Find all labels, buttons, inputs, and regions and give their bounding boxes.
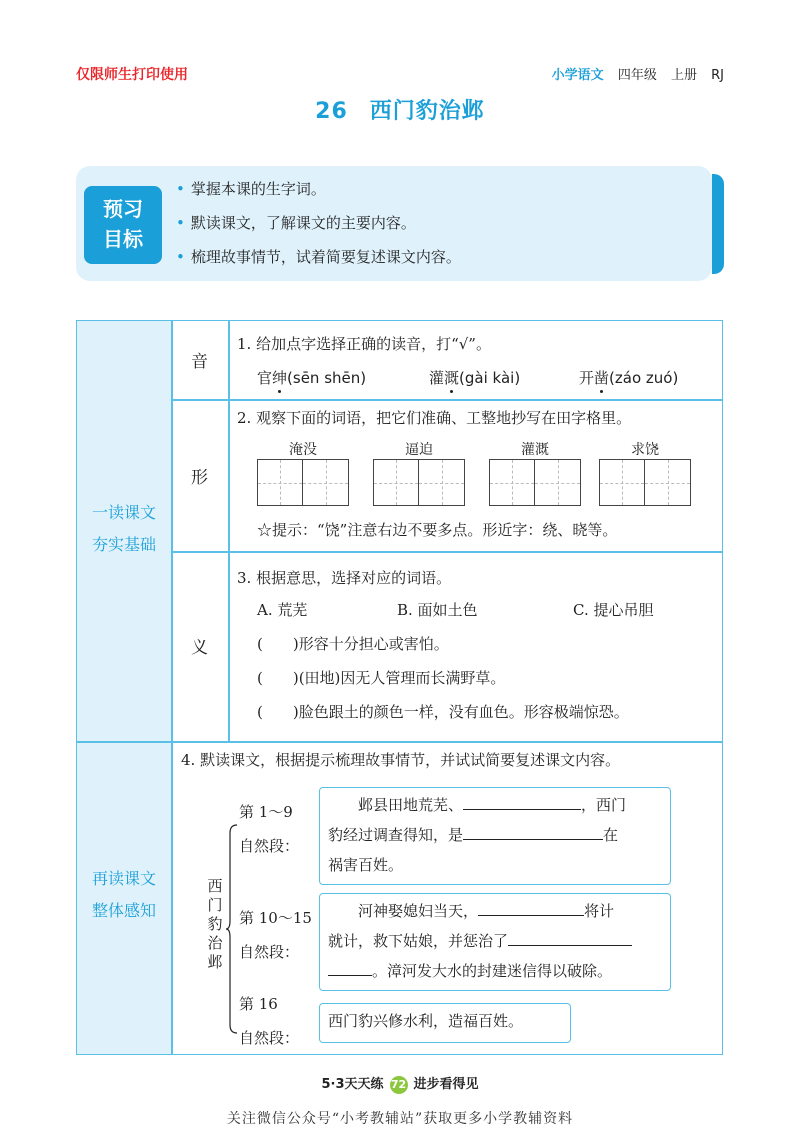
tianzi-grid[interactable] bbox=[599, 459, 691, 506]
question-2: 2. 观察下面的词语，把它们准确、工整地抄写在田字格里。 bbox=[237, 409, 632, 427]
blank[interactable] bbox=[478, 897, 584, 916]
part-1-box: 邺县田地荒芜、 ，西门 豹经过调查得知，是 在 祸害百姓。 bbox=[319, 787, 671, 885]
question-3: 3. 根据意思，选择对应的词语。 bbox=[237, 569, 452, 587]
bullet-icon: • bbox=[176, 248, 185, 266]
goals-badge-line1: 预习 bbox=[103, 197, 143, 221]
bottom-note: 关注微信公众号“小考教辅站”获取更多小学教辅资料 bbox=[226, 1111, 574, 1127]
section1-label: 一读课文 夯实基础 bbox=[77, 321, 171, 741]
goal-item: • 梳理故事情节，试着简要复述课文内容。 bbox=[176, 248, 461, 266]
footer bbox=[0, 1073, 800, 1094]
part-1-range: 第 1～9 自然段： bbox=[239, 803, 300, 855]
meaning-line[interactable]: ( )(田地)因无人管理而长满野草。 bbox=[257, 669, 506, 687]
blank[interactable] bbox=[463, 791, 581, 810]
goal-item: • 掌握本课的生字词。 bbox=[176, 180, 326, 198]
question-4: 4. 默读课文，根据提示梳理故事情节，并试试简要复述课文内容。 bbox=[181, 751, 621, 769]
meaning-line[interactable]: ( )形容十分担心或害怕。 bbox=[257, 635, 449, 653]
brace-icon bbox=[225, 821, 239, 1037]
tianzi-grid[interactable] bbox=[373, 459, 465, 506]
story-root: 西 门 豹 治 邺 bbox=[207, 877, 223, 971]
blank[interactable] bbox=[463, 821, 603, 840]
blank[interactable] bbox=[328, 957, 372, 976]
word-grid: 逼迫 bbox=[373, 439, 465, 506]
shape-label: 形 bbox=[191, 468, 208, 488]
tip: ☆提示：“饶”注意右边不要多点。形近字：绕、晓等。 bbox=[257, 521, 618, 539]
question-1: 1. 给加点字选择正确的读音，打“√”。 bbox=[237, 335, 491, 353]
pinyin-item: 开凿(záo zuó) bbox=[579, 369, 679, 387]
subject: 小学语文 bbox=[551, 68, 604, 83]
volume: 上册 bbox=[670, 68, 697, 83]
preview-goals bbox=[76, 166, 712, 281]
meaning-line[interactable]: ( )脸色跟土的颜色一样，没有血色。形容极端惊恐。 bbox=[257, 703, 629, 721]
blank[interactable] bbox=[508, 927, 632, 946]
word-grid: 求饶 bbox=[599, 439, 691, 506]
goals-badge bbox=[84, 186, 162, 264]
bullet-icon: • bbox=[176, 180, 185, 198]
footer-slogan: 进步看得见 bbox=[413, 1077, 479, 1092]
section2-label: 再读课文 整体感知 bbox=[77, 741, 171, 1054]
bullet-icon: • bbox=[176, 214, 185, 232]
word-grid: 灌溉 bbox=[489, 439, 581, 506]
part-3-range: 第 16 自然段： bbox=[239, 995, 300, 1047]
tianzi-grid[interactable] bbox=[489, 459, 581, 506]
grade: 四年级 bbox=[617, 68, 657, 83]
edition: RJ bbox=[711, 68, 724, 83]
option-b: B. 面如土色 bbox=[397, 601, 478, 619]
part-2-box: 河神娶媳妇当天， 将计 就计，救下姑娘，并惩治了 。漳河发大水的封建迷信得以破除。 bbox=[319, 893, 671, 991]
part-2-range: 第 10～15 自然段： bbox=[239, 909, 312, 961]
goals-tab bbox=[712, 174, 724, 274]
meaning-label: 义 bbox=[191, 638, 208, 658]
part-3-box: 西门豹兴修水利，造福百姓。 bbox=[319, 1003, 571, 1043]
word-grid: 淹没 bbox=[257, 439, 349, 506]
sound-label: 音 bbox=[191, 352, 208, 372]
course-info bbox=[542, 64, 724, 83]
exercise-table bbox=[76, 320, 723, 1055]
lesson-title: 西门豹治邺 bbox=[369, 99, 485, 124]
pinyin-item: 官绅(sēn shēn) bbox=[257, 369, 367, 387]
page-number: 72 bbox=[390, 1076, 408, 1094]
print-notice: 仅限师生打印使用 bbox=[76, 67, 188, 83]
option-a: A. 荒芜 bbox=[257, 601, 308, 619]
pinyin-item: 灌溉(gài kài) bbox=[429, 369, 521, 387]
lesson-number: 26 bbox=[315, 99, 348, 124]
footer-brand: 5·3天天练 bbox=[321, 1077, 384, 1092]
goal-item: • 默读课文，了解课文的主要内容。 bbox=[176, 214, 416, 232]
tianzi-grid[interactable] bbox=[257, 459, 349, 506]
goals-badge-line2: 目标 bbox=[103, 227, 143, 251]
option-c: C. 提心吊胆 bbox=[573, 601, 654, 619]
page-title bbox=[0, 94, 800, 125]
